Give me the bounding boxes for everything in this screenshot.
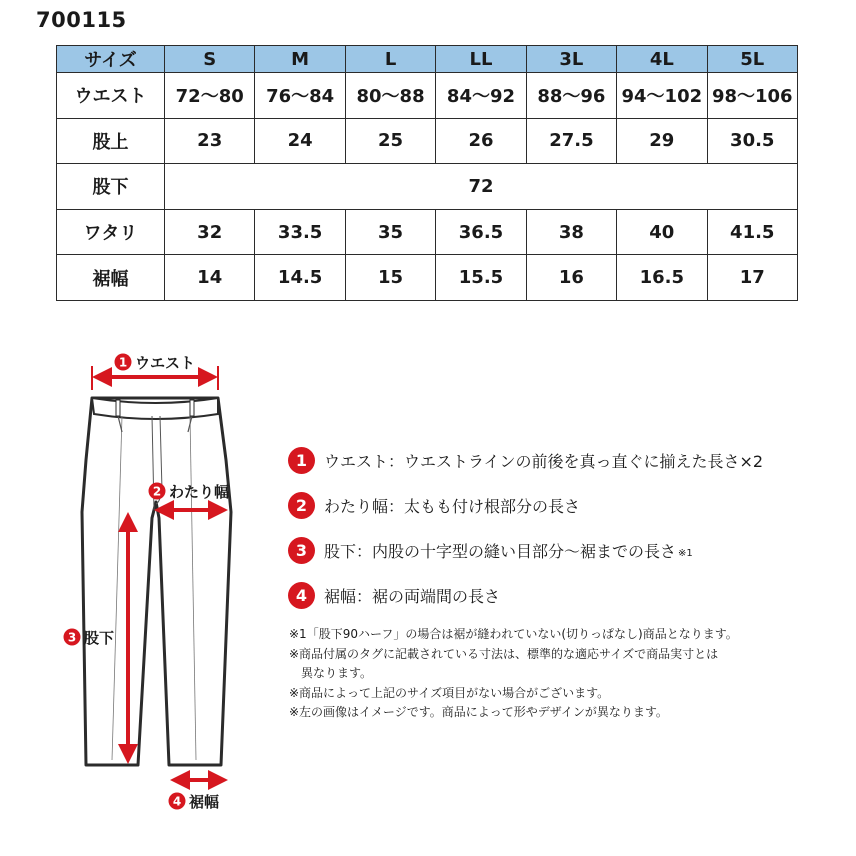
legend-text: 裾幅：裾の両端間の長さ <box>324 587 501 606</box>
legend-item <box>288 446 828 475</box>
table-cell: 17 <box>707 255 797 301</box>
table-row <box>57 73 798 119</box>
header-cell: 3L <box>526 46 616 73</box>
footnote: 異なります。 <box>301 666 373 680</box>
row-label: 裾幅 <box>57 255 165 301</box>
legend-item <box>288 581 828 610</box>
table-cell: 15 <box>345 255 435 301</box>
table-cell: 98〜106 <box>707 73 797 119</box>
measurement-legend <box>288 446 828 626</box>
label-hem: 裾幅 <box>189 793 220 811</box>
table-cell: 14 <box>165 255 255 301</box>
table-cell: 88〜96 <box>526 73 616 119</box>
size-table <box>56 45 798 301</box>
label-thigh: わたり幅 <box>169 483 230 501</box>
table-cell: 80〜88 <box>345 73 435 119</box>
label-inseam: 股下 <box>84 629 115 647</box>
table-cell: 14.5 <box>255 255 345 301</box>
legend-item <box>288 491 828 520</box>
legend-badge: 1 <box>288 447 315 474</box>
table-cell: 26 <box>436 118 526 164</box>
table-cell: 41.5 <box>707 209 797 255</box>
table-cell: 40 <box>617 209 707 255</box>
badge-4-number: 4 <box>172 794 182 809</box>
label-waist: ウエスト <box>135 354 196 372</box>
table-cell: 76〜84 <box>255 73 345 119</box>
pants-diagram <box>56 340 256 820</box>
table-cell: 30.5 <box>707 118 797 164</box>
row-label: ウエスト <box>57 73 165 119</box>
header-cell: M <box>255 46 345 73</box>
badge-3-number: 3 <box>67 630 77 645</box>
legend-text: わたり幅：太もも付け根部分の長さ <box>324 497 581 516</box>
product-code: 700115 <box>36 8 127 32</box>
row-label: 股上 <box>57 118 165 164</box>
badge-1-number: 1 <box>118 355 128 370</box>
legend-badge: 3 <box>288 537 315 564</box>
table-cell: 33.5 <box>255 209 345 255</box>
legend-badge: 4 <box>288 582 315 609</box>
table-cell: 84〜92 <box>436 73 526 119</box>
header-cell: L <box>345 46 435 73</box>
legend-item <box>288 536 828 565</box>
table-cell: 15.5 <box>436 255 526 301</box>
badge-2-number: 2 <box>152 484 162 499</box>
table-row <box>57 255 798 301</box>
footnote: ※左の画像はイメージです。商品によって形やデザインが異なります。 <box>289 705 668 719</box>
table-row <box>57 209 798 255</box>
table-cell: 36.5 <box>436 209 526 255</box>
legend-text: ウエスト：ウエストラインの前後を真っ直ぐに揃えた長さ×2 <box>324 452 764 471</box>
header-cell: LL <box>436 46 526 73</box>
table-row <box>57 164 798 210</box>
footnote: ※商品によって上記のサイズ項目がない場合がございます。 <box>289 685 610 700</box>
table-cell: 27.5 <box>526 118 616 164</box>
table-row <box>57 118 798 164</box>
pants-outline <box>82 398 231 765</box>
header-cell: 4L <box>617 46 707 73</box>
table-cell: 23 <box>165 118 255 164</box>
header-cell: S <box>165 46 255 73</box>
legend-badge: 2 <box>288 492 315 519</box>
footnote: ※1「股下90ハーフ」の場合は裾が縫われていない(切りっぱなし)商品となります。 <box>289 627 738 641</box>
table-cell: 16 <box>526 255 616 301</box>
legend-footnote-mark: ※1 <box>678 548 693 559</box>
table-cell: 35 <box>345 209 435 255</box>
table-header-row <box>57 46 798 73</box>
table-cell: 72〜80 <box>165 73 255 119</box>
footnote: ※商品付属のタグに記載されている寸法は、標準的な適応サイズで商品実寸とは <box>289 646 719 661</box>
table-cell: 94〜102 <box>617 73 707 119</box>
table-cell: 24 <box>255 118 345 164</box>
table-cell-merged: 72 <box>165 164 798 210</box>
footnotes <box>289 625 829 723</box>
table-cell: 16.5 <box>617 255 707 301</box>
legend-text: 股下：内股の十字型の縫い目部分〜裾までの長さ <box>324 542 677 561</box>
table-cell: 38 <box>526 209 616 255</box>
row-label: 股下 <box>57 164 165 210</box>
header-cell: 5L <box>707 46 797 73</box>
table-cell: 25 <box>345 118 435 164</box>
table-cell: 32 <box>165 209 255 255</box>
header-cell: サイズ <box>57 46 165 73</box>
row-label: ワタリ <box>57 209 165 255</box>
table-cell: 29 <box>617 118 707 164</box>
